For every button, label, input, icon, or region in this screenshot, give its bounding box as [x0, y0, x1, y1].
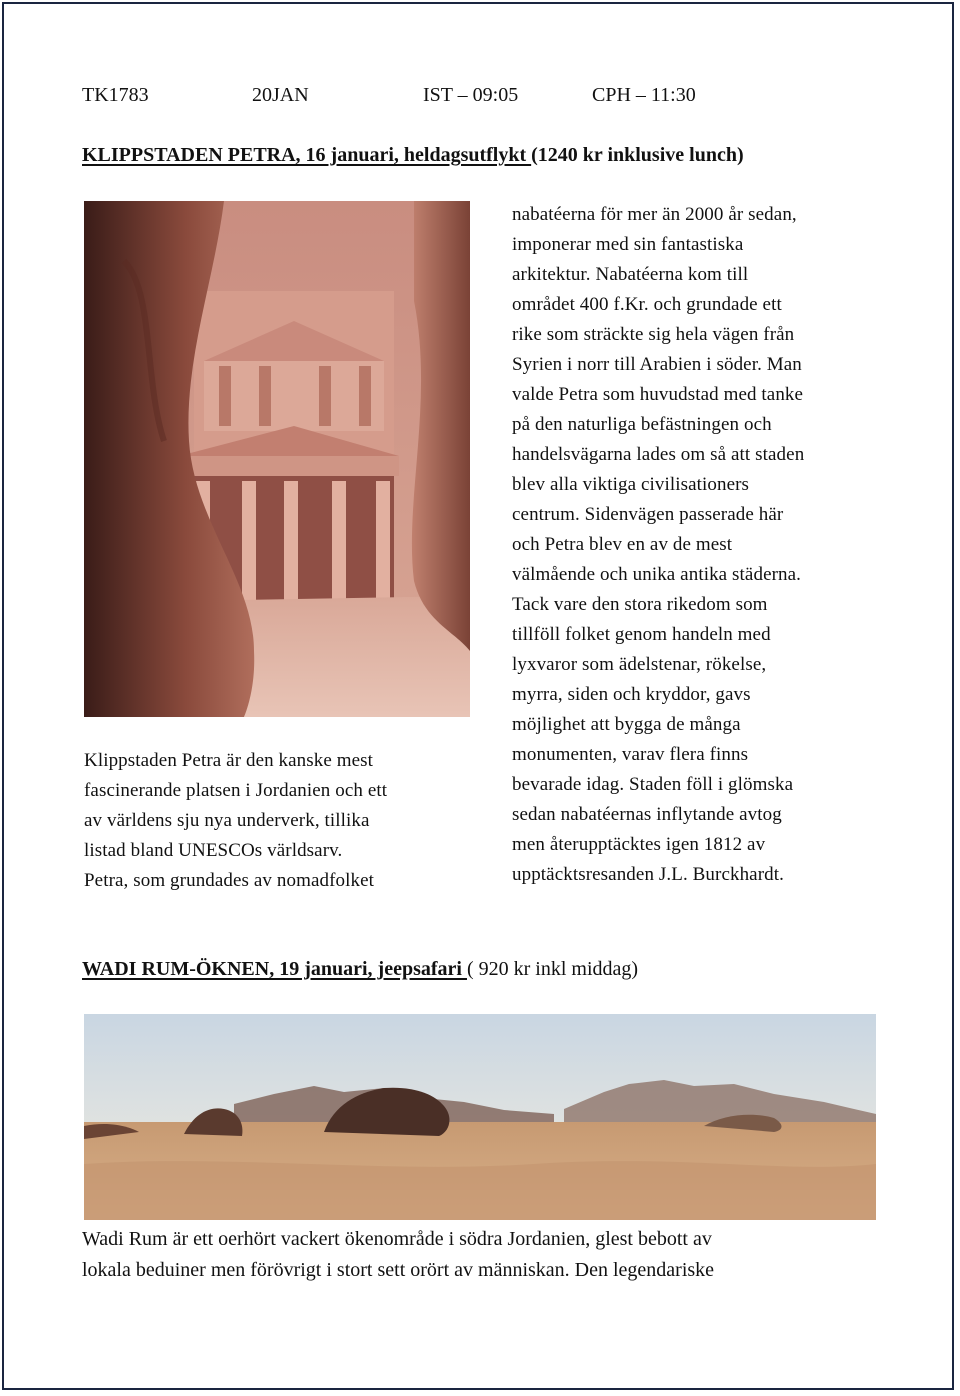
petra-left-line: Klippstaden Petra är den kanske mest: [84, 750, 374, 771]
wadirum-heading-title: WADI RUM-ÖKNEN, 19 januari, jeepsafari: [82, 958, 467, 980]
flight-date: 20JAN: [252, 84, 309, 106]
flight-departure: IST – 09:05: [423, 84, 519, 106]
flight-arrival: CPH – 11:30: [592, 84, 696, 106]
petra-right-column: [512, 200, 804, 890]
petra-right-line: möjlighet att bygga de många: [512, 714, 741, 735]
petra-right-line: Syrien i norr till Arabien i söder. Man: [512, 354, 802, 375]
wadirum-heading-price: ( 920 kr inkl middag): [466, 958, 639, 980]
petra-heading: [82, 144, 744, 167]
petra-treasury-photo: [84, 201, 470, 717]
petra-right-line: blev alla viktiga civilisationers: [512, 474, 750, 495]
wadirum-line: Wadi Rum är ett oerhört vackert ökenområde i södra Jordanien, glest bebott av: [82, 1228, 712, 1250]
petra-right-line: Tack vare den stora rikedom som: [512, 594, 768, 615]
wadirum-line: lokala beduiner men förövrigt i stort sett orört av människan. Den legendariske: [82, 1259, 715, 1281]
petra-right-line: sedan nabatéernas inflytande avtog: [512, 804, 782, 825]
petra-right-line: och Petra blev en av de mest: [512, 534, 733, 555]
petra-right-line: men återupptäcktes igen 1812 av: [512, 834, 766, 855]
petra-right-line: lyxvaror som ädelstenar, rökelse,: [512, 654, 767, 675]
petra-right-line: området 400 f.Kr. och grundade ett: [512, 294, 782, 315]
petra-right-line: centrum. Sidenvägen passerade här: [512, 504, 784, 525]
petra-left-column: [84, 746, 387, 896]
flight-code: TK1783: [82, 84, 149, 106]
wadirum-paragraph: [82, 1224, 714, 1286]
petra-right-line: på den naturliga befästningen och: [512, 414, 772, 435]
petra-heading-title: KLIPPSTADEN PETRA, 16 januari, heldagsutflykt: [82, 144, 532, 166]
petra-right-line: nabatéerna för mer än 2000 år sedan,: [512, 204, 797, 225]
petra-right-line: myrra, siden och kryddor, gavs: [512, 684, 751, 705]
petra-right-line: bevarade idag. Staden föll i glömska: [512, 774, 794, 795]
petra-left-line: fascinerande platsen i Jordanien och ett: [84, 780, 388, 801]
petra-left-line: listad bland UNESCOs världsarv.: [84, 840, 343, 861]
petra-heading-price: (1240 kr inklusive lunch): [531, 144, 744, 166]
petra-right-line: välmående och unika antika städerna.: [512, 564, 802, 585]
petra-right-line: tillföll folket genom handeln med: [512, 624, 771, 645]
petra-right-line: handelsvägarna lades om så att staden: [512, 444, 805, 465]
petra-right-line: monumenten, varav flera finns: [512, 744, 749, 765]
petra-right-line: upptäcktsresanden J.L. Burckhardt.: [512, 864, 784, 885]
petra-left-line: av världens sju nya underverk, tillika: [84, 810, 370, 831]
wadirum-desert-photo: [84, 1014, 876, 1220]
petra-right-line: valde Petra som huvudstad med tanke: [512, 384, 804, 405]
petra-right-line: rike som sträckte sig hela vägen från: [512, 324, 795, 345]
flight-info: [82, 84, 882, 112]
petra-left-line: Petra, som grundades av nomadfolket: [84, 870, 375, 891]
wadirum-heading: [82, 958, 638, 981]
petra-right-line: arkitektur. Nabatéerna kom till: [512, 264, 749, 285]
petra-right-line: imponerar med sin fantastiska: [512, 234, 744, 255]
